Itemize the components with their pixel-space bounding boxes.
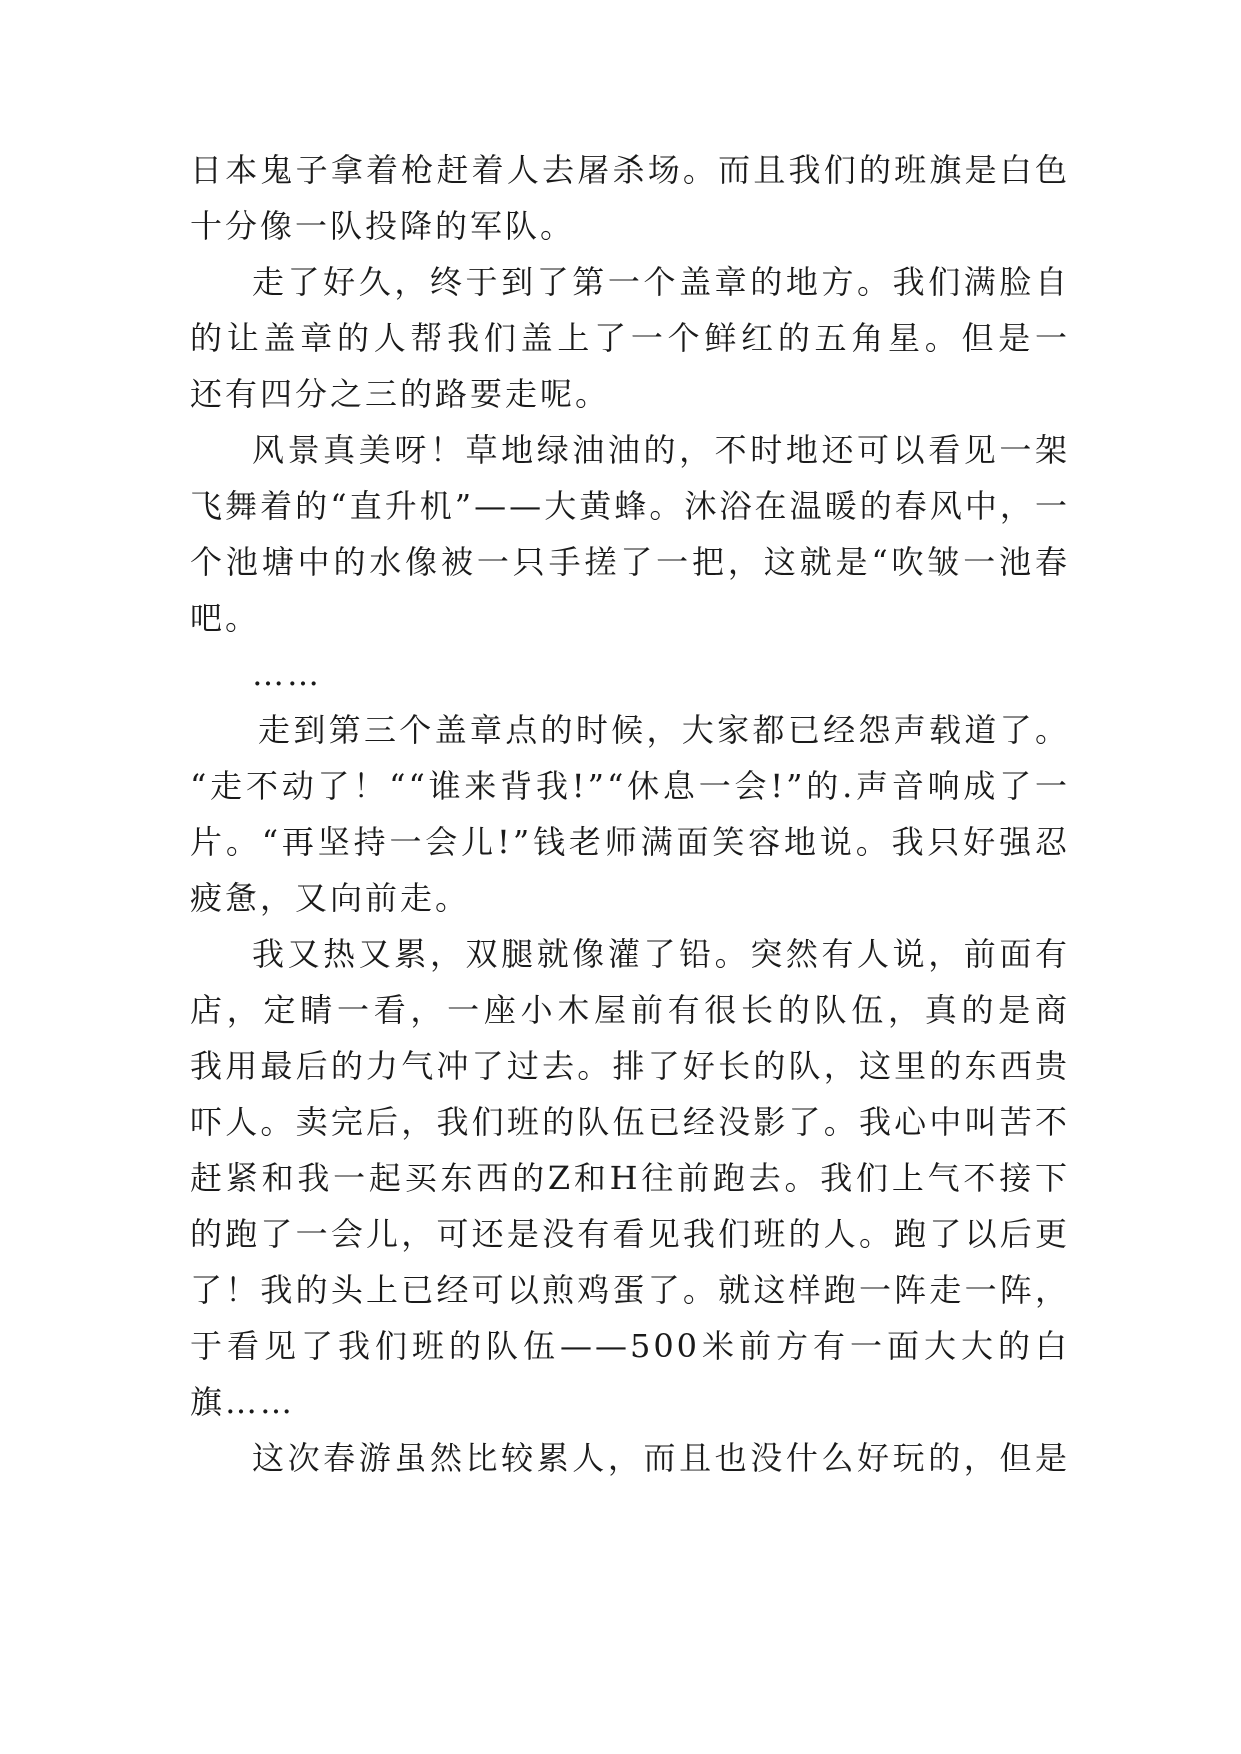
- text-line-21: 了！我的头上已经可以煎鸡蛋了。就这样跑一阵走一阵，: [190, 1271, 1070, 1309]
- text-line-13: 片。“再坚持一会儿!”钱老师满面笑容地说。我只好强忍: [190, 823, 1070, 861]
- text-line-18: 吓人。卖完后，我们班的队伍已经没影了。我心中叫苦不: [190, 1103, 1070, 1141]
- text-line-4: 的让盖章的人帮我们盖上了一个鲜红的五角星。但是一: [190, 319, 1070, 357]
- text-line-22: 于看见了我们班的队伍——500米前方有一面大大的白: [190, 1327, 1070, 1365]
- text-line-12: “走不动了！““谁来背我!”“休息一会!”的.声音响成了一: [190, 767, 1070, 805]
- text-line-1: 日本鬼子拿着枪赶着人去屠杀场。而且我们的班旗是白色: [190, 151, 1070, 189]
- text-line-9: 吧。: [190, 599, 261, 637]
- text-line-19: 赶紧和我一起买东西的Z和H往前跑去。我们上气不接下: [190, 1159, 1070, 1197]
- text-line-5: 还有四分之三的路要走呢。: [190, 375, 611, 413]
- paragraph-start-line: 走了好久，终于到了第一个盖章的地方。我们满脸自: [252, 263, 1070, 301]
- text-line-20: 的跑了一会儿，可还是没有看见我们班的人。跑了以后更: [190, 1215, 1070, 1253]
- paragraph-start-line: 走到第三个盖章点的时候，大家都已经怨声载道了。: [258, 711, 1070, 749]
- text-line-7: 飞舞着的“直升机”——大黄蜂。沐浴在温暖的春风中，一: [190, 487, 1070, 525]
- paragraph-start-line: 风景真美呀！草地绿油油的，不时地还可以看见一架: [252, 431, 1070, 469]
- ellipsis-line: ……: [252, 655, 322, 693]
- paragraph-start-line: 我又热又累，双腿就像灌了铅。突然有人说，前面有: [252, 935, 1070, 973]
- text-line-2: 十分像一队投降的军队。: [190, 207, 576, 245]
- text-line-14: 疲惫，又向前走。: [190, 879, 471, 917]
- paragraph-start-line: 这次春游虽然比较累人，而且也没什么好玩的，但是: [252, 1439, 1070, 1477]
- text-line-16: 店，定睛一看，一座小木屋前有很长的队伍，真的是商: [190, 991, 1070, 1029]
- text-line-17: 我用最后的力气冲了过去。排了好长的队，这里的东西贵: [190, 1047, 1070, 1085]
- text-line-23: 旗……: [190, 1383, 296, 1421]
- text-line-8: 个池塘中的水像被一只手搓了一把，这就是“吹皱一池春: [190, 543, 1070, 581]
